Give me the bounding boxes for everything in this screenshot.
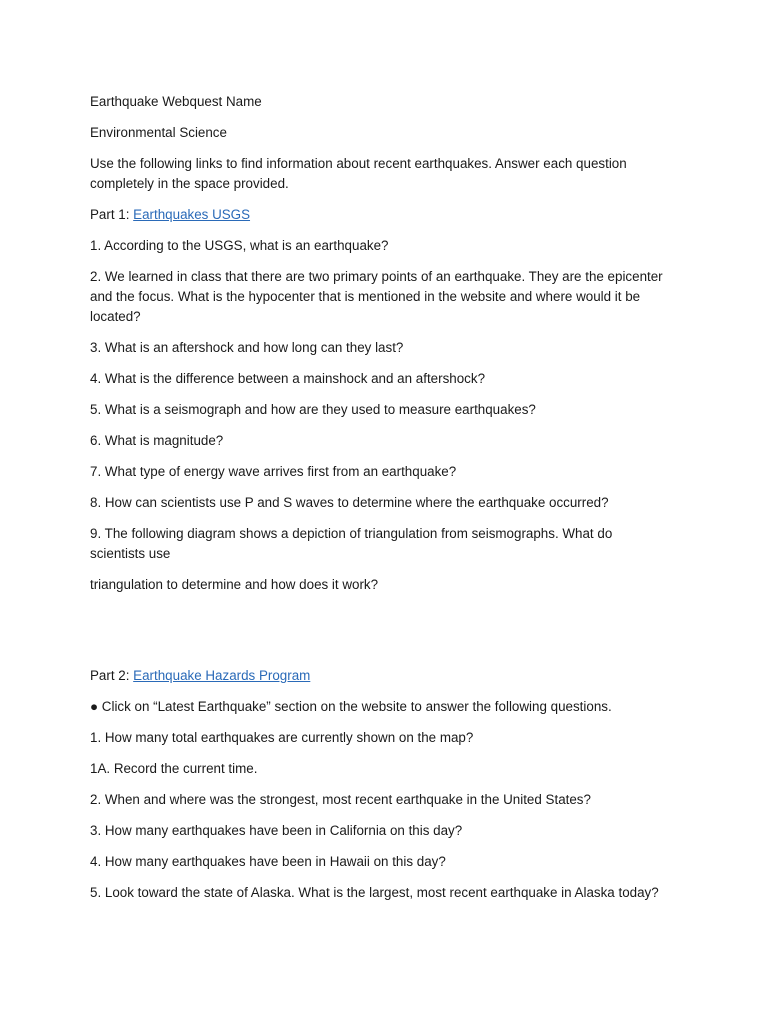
part1-question-6: 6. What is magnitude? — [90, 433, 224, 448]
part1-question-3: 3. What is an aftershock and how long can they last? — [90, 340, 404, 355]
part1-question-5: 5. What is a seismograph and how are they used to measure earthquakes? — [90, 402, 536, 417]
part2-question-3: 3. How many earthquakes have been in California on this day? — [90, 823, 463, 838]
part1-question-8: 8. How can scientists use P and S waves to determine where the earthquake occurred? — [90, 495, 609, 510]
subject-line: Environmental Science — [90, 125, 227, 140]
part1-question-9: 9. The following diagram shows a depiction of triangulation from seismographs. What do scientists use — [90, 526, 613, 561]
blank-space — [90, 606, 668, 666]
document-page — [90, 92, 668, 914]
part1-question-7: 7. What type of energy wave arrives first from an earthquake? — [90, 464, 457, 479]
part2-instruction: ● Click on “Latest Earthquake” section on the website to answer the following questions. — [90, 699, 612, 714]
part2-heading — [90, 666, 668, 686]
worksheet-title: Earthquake Webquest Name — [90, 94, 262, 109]
part2-question-4: 4. How many earthquakes have been in Hawaii on this day? — [90, 854, 446, 869]
intro-paragraph: Use the following links to find information about recent earthquakes. Answer each question completely in the space provided. — [90, 156, 627, 191]
part1-question-4: 4. What is the difference between a mainshock and an aftershock? — [90, 371, 486, 386]
part2-prefix: Part 2: — [90, 668, 134, 683]
earthquakes-usgs-link[interactable]: Earthquakes USGS — [133, 207, 251, 222]
part1-question-1: 1. According to the USGS, what is an earthquake? — [90, 238, 389, 253]
part2-question-5: 5. Look toward the state of Alaska. What is the largest, most recent earthquake in Alaska today? — [90, 885, 659, 900]
part1-question-2: 2. We learned in class that there are two primary points of an earthquake. They are the epicenter and the focus. What is the hypocenter that is mentioned in the website and where would it be located? — [90, 269, 663, 324]
part1-heading — [90, 205, 668, 225]
part2-question-1: 1. How many total earthquakes are currently shown on the map? — [90, 730, 474, 745]
earthquake-hazards-program-link[interactable]: Earthquake Hazards Program — [133, 668, 311, 683]
part2-question-2: 2. When and where was the strongest, most recent earthquake in the United States? — [90, 792, 591, 807]
part1-prefix: Part 1: — [90, 207, 134, 222]
part1-question-9-continued: triangulation to determine and how does it work? — [90, 577, 379, 592]
part2-question-1a: 1A. Record the current time. — [90, 761, 258, 776]
